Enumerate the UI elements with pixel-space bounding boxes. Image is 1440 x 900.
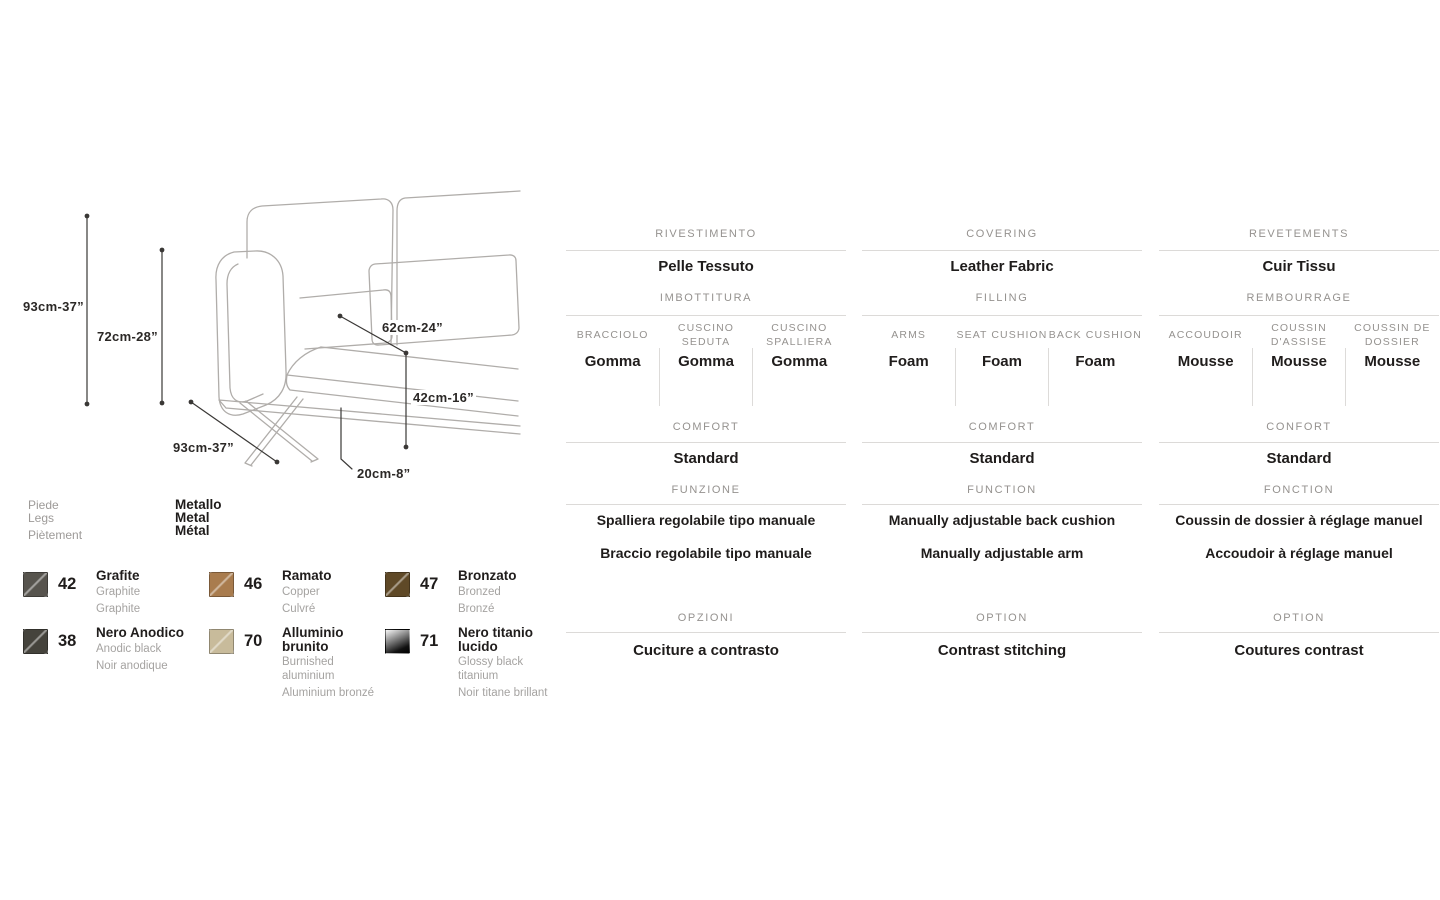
finish-code: 46 bbox=[244, 575, 263, 593]
finish-item-alluminio-brunito bbox=[209, 626, 386, 701]
filling-col-value: Mousse bbox=[1364, 353, 1421, 370]
finish-name-en: Copper bbox=[282, 585, 320, 598]
finish-item-ramato bbox=[209, 569, 386, 617]
divider bbox=[566, 250, 846, 251]
filling-col-value: Foam bbox=[955, 348, 1048, 406]
legs-value-italian: Metallo bbox=[175, 497, 222, 512]
finish-code: 70 bbox=[244, 632, 263, 650]
sofa-dimension-diagram bbox=[0, 190, 560, 490]
divider bbox=[862, 250, 1142, 251]
covering-value: Cuir Tissu bbox=[1262, 258, 1336, 275]
divider bbox=[862, 315, 1142, 316]
function-line: Spalliera regolabile tipo manuale bbox=[596, 512, 816, 528]
filling-col-label: CUSCINO SEDUTA bbox=[677, 321, 735, 348]
divider bbox=[862, 632, 1142, 633]
filling-col-value: Mousse bbox=[1252, 348, 1345, 406]
covering-value: Leather Fabric bbox=[950, 258, 1054, 275]
divider bbox=[566, 504, 846, 505]
function-header: FONCTION bbox=[1263, 484, 1335, 496]
filling-header: REMBOURRAGE bbox=[1246, 292, 1352, 304]
function-header: FUNZIONE bbox=[671, 484, 741, 496]
finish-name-fr: Graphite bbox=[96, 603, 141, 615]
finish-item-nero-titanio bbox=[385, 626, 562, 701]
legs-label-english: Legs bbox=[28, 510, 55, 525]
covering-header: RIVESTIMENTO bbox=[655, 228, 757, 240]
filling-col-label: ARMS bbox=[891, 328, 927, 341]
divider bbox=[566, 632, 846, 633]
filling-col-value: Gomma bbox=[659, 348, 752, 406]
filling-col-label: COUSSIN D'ASSISE bbox=[1270, 321, 1328, 348]
filling-header: FILLING bbox=[975, 292, 1029, 304]
spec-column-french bbox=[1159, 228, 1439, 698]
finish-item-nero-anodico bbox=[23, 626, 200, 674]
comfort-value: Standard bbox=[969, 450, 1035, 467]
legs-label-french: Piètement bbox=[28, 527, 83, 542]
option-value: Contrast stitching bbox=[937, 642, 1067, 659]
finish-name-en: Burnished aluminium bbox=[282, 656, 335, 682]
divider bbox=[862, 504, 1142, 505]
finish-name-en: Graphite bbox=[96, 585, 141, 598]
comfort-header: CONFORT bbox=[1266, 421, 1332, 433]
function-line: Manually adjustable back cushion bbox=[888, 512, 1116, 528]
finish-swatch bbox=[23, 572, 48, 597]
dimension-label-arm-height: 72cm-28” bbox=[97, 329, 158, 344]
finish-name: Bronzato bbox=[458, 568, 517, 583]
filling-col-label: SEAT CUSHION bbox=[956, 328, 1048, 341]
filling-col-label: BACK CUSHION bbox=[1048, 328, 1142, 341]
dimension-line-base-height bbox=[341, 408, 352, 469]
filling-col-label: CUSCINO SPALLIERA bbox=[766, 321, 833, 348]
function-line: Manually adjustable arm bbox=[920, 545, 1084, 561]
divider bbox=[1159, 632, 1439, 633]
function-header: FUNCTION bbox=[967, 484, 1037, 496]
divider bbox=[566, 442, 846, 443]
spec-column-english bbox=[862, 228, 1142, 698]
finish-name-fr: Culvré bbox=[282, 603, 316, 615]
filling-col-value: Foam bbox=[1075, 353, 1116, 370]
finish-name-en: Anodic black bbox=[96, 642, 162, 655]
finish-swatch bbox=[385, 572, 410, 597]
function-line: Braccio regolabile tipo manuale bbox=[600, 545, 812, 561]
comfort-value: Standard bbox=[673, 450, 739, 467]
legs-label-group bbox=[28, 499, 82, 541]
comfort-value: Standard bbox=[1266, 450, 1332, 467]
finish-name-fr: Aluminium bronzé bbox=[282, 687, 375, 699]
filling-col-value: Gomma bbox=[584, 353, 641, 370]
finish-name-fr: Noir anodique bbox=[96, 660, 168, 672]
divider bbox=[1159, 250, 1439, 251]
comfort-header: COMFORT bbox=[672, 421, 740, 433]
finish-name: Ramato bbox=[282, 568, 332, 583]
dimension-label-seat-depth: 62cm-24” bbox=[382, 320, 443, 335]
finish-swatch bbox=[23, 629, 48, 654]
option-value: Cuciture a contrasto bbox=[633, 642, 779, 659]
filling-col-label: COUSSIN DE DOSSIER bbox=[1354, 321, 1431, 348]
finish-name-fr: Noir titane brillant bbox=[458, 687, 548, 699]
divider bbox=[1159, 442, 1439, 443]
divider bbox=[1159, 315, 1439, 316]
filling-header: IMBOTTITURA bbox=[659, 292, 753, 304]
finish-name: Alluminio brunito bbox=[282, 625, 344, 654]
finish-code: 38 bbox=[58, 632, 77, 650]
legs-label-italian: Piede bbox=[28, 498, 59, 512]
covering-value: Pelle Tessuto bbox=[658, 258, 754, 275]
finish-swatch bbox=[385, 629, 410, 654]
dimension-label-back-height: 93cm-37” bbox=[23, 299, 84, 314]
divider bbox=[862, 442, 1142, 443]
finish-code: 47 bbox=[420, 575, 439, 593]
finish-name-fr: Bronzé bbox=[458, 603, 495, 615]
option-header: OPZIONI bbox=[677, 612, 735, 624]
finish-name-en: Glossy black titanium bbox=[458, 656, 524, 682]
finish-name: Grafite bbox=[96, 568, 140, 583]
divider bbox=[566, 315, 846, 316]
option-value: Coutures contrast bbox=[1234, 642, 1364, 659]
legs-value-english: Metal bbox=[175, 510, 210, 525]
sofa-line-drawing bbox=[216, 191, 520, 466]
divider bbox=[1159, 504, 1439, 505]
covering-header: REVETEMENTS bbox=[1248, 228, 1350, 240]
filling-col-value: Mousse bbox=[1177, 353, 1234, 370]
finish-name: Nero titanio lucido bbox=[458, 625, 534, 654]
finish-item-bronzato bbox=[385, 569, 562, 617]
function-line: Accoudoir à réglage manuel bbox=[1205, 545, 1393, 561]
comfort-header: COMFORT bbox=[968, 421, 1036, 433]
legs-value-french: Métal bbox=[175, 523, 210, 538]
option-header: OPTION bbox=[976, 612, 1028, 624]
finish-code: 71 bbox=[420, 632, 439, 650]
filling-col-value: Foam bbox=[888, 353, 929, 370]
dimension-label-seat-height: 42cm-16” bbox=[413, 390, 474, 405]
filling-col-label: ACCOUDOIR bbox=[1168, 328, 1243, 341]
dimension-label-base-height: 20cm-8” bbox=[357, 466, 411, 481]
finish-swatch bbox=[209, 572, 234, 597]
function-line: Coussin de dossier à réglage manuel bbox=[1175, 512, 1423, 528]
dimension-label-width: 93cm-37” bbox=[173, 440, 234, 455]
covering-header: COVERING bbox=[966, 228, 1038, 240]
filling-col-label: BRACCIOLO bbox=[576, 328, 649, 341]
finish-swatch bbox=[209, 629, 234, 654]
finish-item-grafite bbox=[23, 569, 200, 617]
legs-value-group bbox=[175, 498, 222, 537]
spec-column-italian bbox=[566, 228, 846, 698]
finish-code: 42 bbox=[58, 575, 77, 593]
filling-col-value: Gomma bbox=[771, 353, 828, 370]
option-header: OPTION bbox=[1273, 612, 1325, 624]
finish-name-en: Bronzed bbox=[458, 585, 501, 598]
finish-name: Nero Anodico bbox=[96, 625, 185, 640]
